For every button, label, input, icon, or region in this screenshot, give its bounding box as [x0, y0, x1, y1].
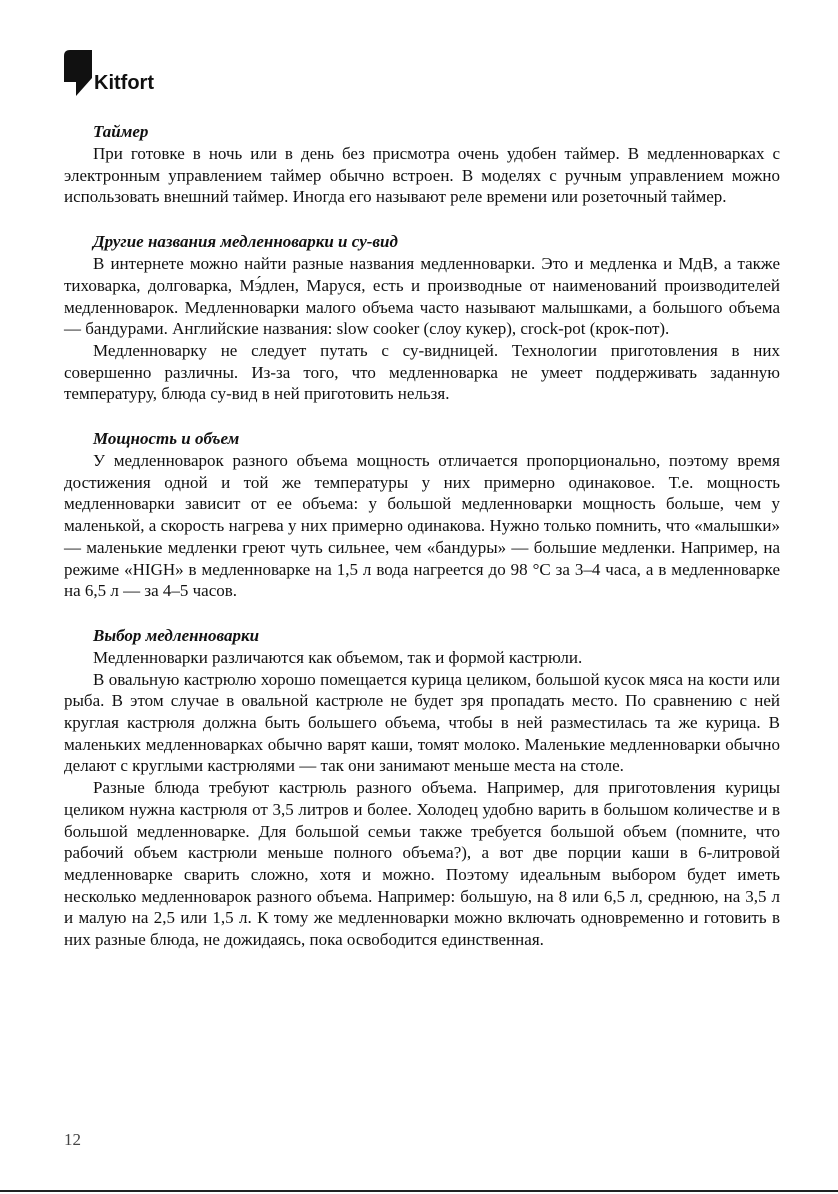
paragraph: Медленноварки различаются как объемом, так и формой кастрюли. [93, 647, 583, 667]
kitfort-logo-icon [64, 50, 92, 96]
section-heading: Другие названия медленноварки и су-вид [93, 232, 398, 252]
paragraph: В интернете можно найти разные названия медленноварки. Это и медленка и МдВ, а также тиховарка, долговарка, Мэ́длен, Маруся, есть и производные от наименований производителей медленноварок. Медленноварки малого объема часто называют малышками, а большого объема — бандурами. Английские названия: slow cooker (слоу кукер), crock-pot (крок-пот). [64, 254, 780, 339]
brand-name: Kitfort [94, 72, 154, 94]
page-number: 12 [64, 1130, 81, 1149]
section-heading: Таймер [93, 122, 149, 141]
paragraph: В овальную кастрюлю хорошо помещается курица целиком, большой кусок мяса на кости или рыба. В этом случае в овальной кастрюле не будет зря пропадать место. По сравнению с ней круглая кастрюля должна быть большего объема, чтобы в ней разместилась та же курица. В маленьких медленноварках обычно варят каши, томят молоко. Маленькие медленноварки обычно делают с круглыми кастрюлями — так они занимают меньше места на столе. [64, 669, 780, 776]
section-heading: Мощность и объем [93, 429, 240, 449]
section-power-volume [64, 428, 780, 602]
section-choosing [64, 625, 780, 951]
brand-logo [64, 50, 154, 96]
section-timer [64, 121, 780, 208]
paragraph: У медленноварок разного объема мощность отличается пропорционально, поэтому время достижения одной и той же температуры у них примерно одинаковое. Т.е. мощность медленноварки зависит от ее объема: у большой медленноварки мощность больше, чем у маленькой, а скорость нагрева у них примерно одинакова. Нужно только помнить, что «малышки» — маленькие медленки греют чуть сильнее, чем «бандуры» — большие медленки. Например, на режиме «HIGH» в медленноварке на 1,5 л вода нагреется до 98 °С за 3–4 часа, а в медленноварке на 6,5 л — за 4–5 часов. [64, 451, 780, 601]
page-content [64, 121, 780, 974]
paragraph: Медленноварку не следует путать с су-видницей. Технологии приготовления в них совершенно различны. Из-за того, что медленноварка не умеет поддерживать заданную температуру, блюда су-вид в ней приготовить нельзя. [64, 340, 780, 404]
paragraph: При готовке в ночь или в день без присмотра очень удобен таймер. В медленноварках с электронным управлением таймер обычно встроен. В моделях с ручным управлением можно использовать внешний таймер. Иногда его называют реле времени или розеточный таймер. [64, 144, 780, 207]
page-bottom-rule [0, 1190, 838, 1192]
paragraph: Разные блюда требуют кастрюль разного объема. Например, для приготовления курицы целиком нужна кастрюля от 3,5 литров и более. Холодец удобно варить в большом количестве и в большой медленноварке. Для большой семьи также требуется большой объем (помните, что рабочий объем кастрюли меньше полного объема?), а вот две порции каши в 6-литровой медленноварке сварить сложно, хотя и можно. Поэтому идеальным выбором будет иметь несколько медленноварок разного объема. Например: большую, на 8 или 6,5 л, среднюю, на 3,5 л и малую на 2,5 или 1,5 л. К тому же медленноварки можно включать одновременно и готовить в них разные блюда, не дожидаясь, пока освободится единственная. [64, 778, 780, 950]
section-heading: Выбор медленноварки [93, 625, 260, 645]
section-other-names [64, 231, 780, 405]
